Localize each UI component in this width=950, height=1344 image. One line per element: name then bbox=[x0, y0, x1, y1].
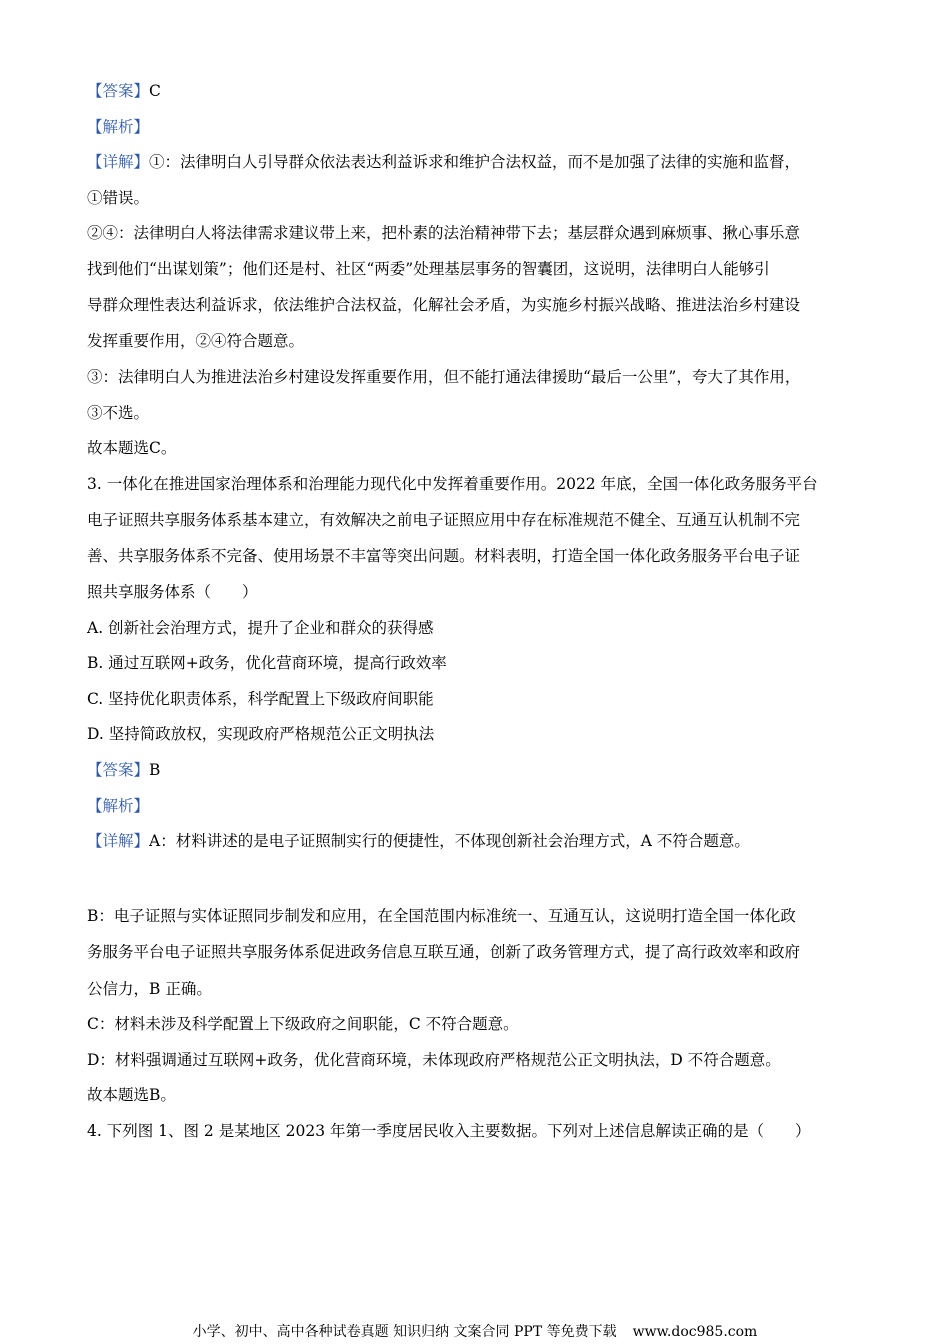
q3-detail-line-2: B：电子证照与实体证照同步制发和应用，在全国范围内标准统一、互通互认，这说明打造全国一体化政 bbox=[87, 907, 796, 925]
q3-answer-line bbox=[87, 759, 160, 781]
q3-conclusion: 故本题选B。 bbox=[87, 1086, 176, 1104]
q2-detail-line-5: 导群众理性表达利益诉求，依法维护合法权益，化解社会矛盾，为实施乡村振兴战略、推进法治乡村建设 bbox=[87, 296, 801, 314]
q2-detail-line-7: ③：法律明白人为推进法治乡村建设发挥重要作用，但不能打通法律援助“最后一公里”，夸大了其作用， bbox=[87, 368, 801, 386]
q3-detail-line-6: D：材料强调通过互联网+政务，优化营商环境，未体现政府严格规范公正文明执法，D 不符合题意。 bbox=[87, 1051, 781, 1069]
q3-stem-line-1: 3. 一体化在推进国家治理体系和治理能力现代化中发挥着重要作用。2022 年底，全国一体化政务服务平台 bbox=[87, 475, 818, 493]
q2-detail-line-8: ③不选。 bbox=[87, 404, 150, 422]
q3-stem-line-3: 善、共享服务体系不完备、使用场景不丰富等突出问题。材料表明，打造全国一体化政务服务平台电子证 bbox=[87, 547, 801, 565]
q3-detail-line-5: C：材料未涉及科学配置上下级政府之间职能，C 不符合题意。 bbox=[87, 1015, 519, 1033]
page-footer bbox=[0, 1322, 950, 1342]
q3-option-c: C. 坚持优化职责体系，科学配置上下级政府间职能 bbox=[87, 690, 434, 708]
q3-detail-line-1: 【详解】A：材料讲述的是电子证照制实行的便捷性，不体现创新社会治理方式，A 不符合题意。 bbox=[87, 832, 750, 850]
q3-option-d: D. 坚持简政放权，实现政府严格规范公正文明执法 bbox=[87, 725, 435, 743]
footer-text: 小学、初中、高中各种试卷真题 知识归纳 文案合同 PPT 等免费下载 bbox=[192, 1324, 617, 1340]
answer-value: B bbox=[149, 761, 161, 779]
q3-detail-line-4: 公信力，B 正确。 bbox=[87, 980, 212, 998]
q2-detail-line-2: ①错误。 bbox=[87, 189, 150, 207]
q2-detail-line-1: 【详解】①：法律明白人引导群众依法表达利益诉求和维护合法权益，而不是加强了法律的实施和监督， bbox=[87, 153, 801, 171]
q3-option-a: A. 创新社会治理方式，提升了企业和群众的获得感 bbox=[87, 619, 434, 637]
q3-stem-line-2: 电子证照共享服务体系基本建立，有效解决之前电子证照应用中存在标准规范不健全、互通互认机制不完 bbox=[87, 511, 801, 529]
detail-tag: 【详解】 bbox=[87, 153, 150, 171]
q3-option-b: B. 通过互联网+政务，优化营商环境，提高行政效率 bbox=[87, 654, 447, 672]
q2-detail-line-6: 发挥重要作用，②④符合题意。 bbox=[87, 332, 305, 350]
q4-stem: 4. 下列图 1、图 2 是某地区 2023 年第一季度居民收入主要数据。下列对上述信息解读正确的是（ ） bbox=[87, 1122, 811, 1140]
q2-answer-line bbox=[87, 80, 161, 102]
q3-detail-line-3: 务服务平台电子证照共享服务体系促进政务信息互联互通，创新了政务管理方式，提了高行政效率和政府 bbox=[87, 943, 801, 961]
analysis-tag: 【解析】 bbox=[87, 797, 150, 815]
analysis-tag: 【解析】 bbox=[87, 118, 150, 136]
q2-detail-line-4: 找到他们“出谋划策”；他们还是村、社区“两委”处理基层事务的智囊团，这说明，法律明白人能够引 bbox=[87, 260, 770, 278]
footer-link[interactable]: www.doc985.com bbox=[632, 1324, 758, 1340]
q2-conclusion: 故本题选C。 bbox=[87, 439, 177, 457]
answer-tag: 【答案】 bbox=[87, 761, 150, 779]
answer-tag: 【答案】 bbox=[87, 82, 150, 100]
q3-stem-line-4: 照共享服务体系（ ） bbox=[87, 583, 258, 601]
answer-value: C bbox=[149, 82, 161, 100]
q2-detail-line-3: ②④：法律明白人将法律需求建议带上来，把朴素的法治精神带下去；基层群众遇到麻烦事、揪心事乐意 bbox=[87, 224, 801, 242]
detail-tag: 【详解】 bbox=[87, 832, 150, 850]
